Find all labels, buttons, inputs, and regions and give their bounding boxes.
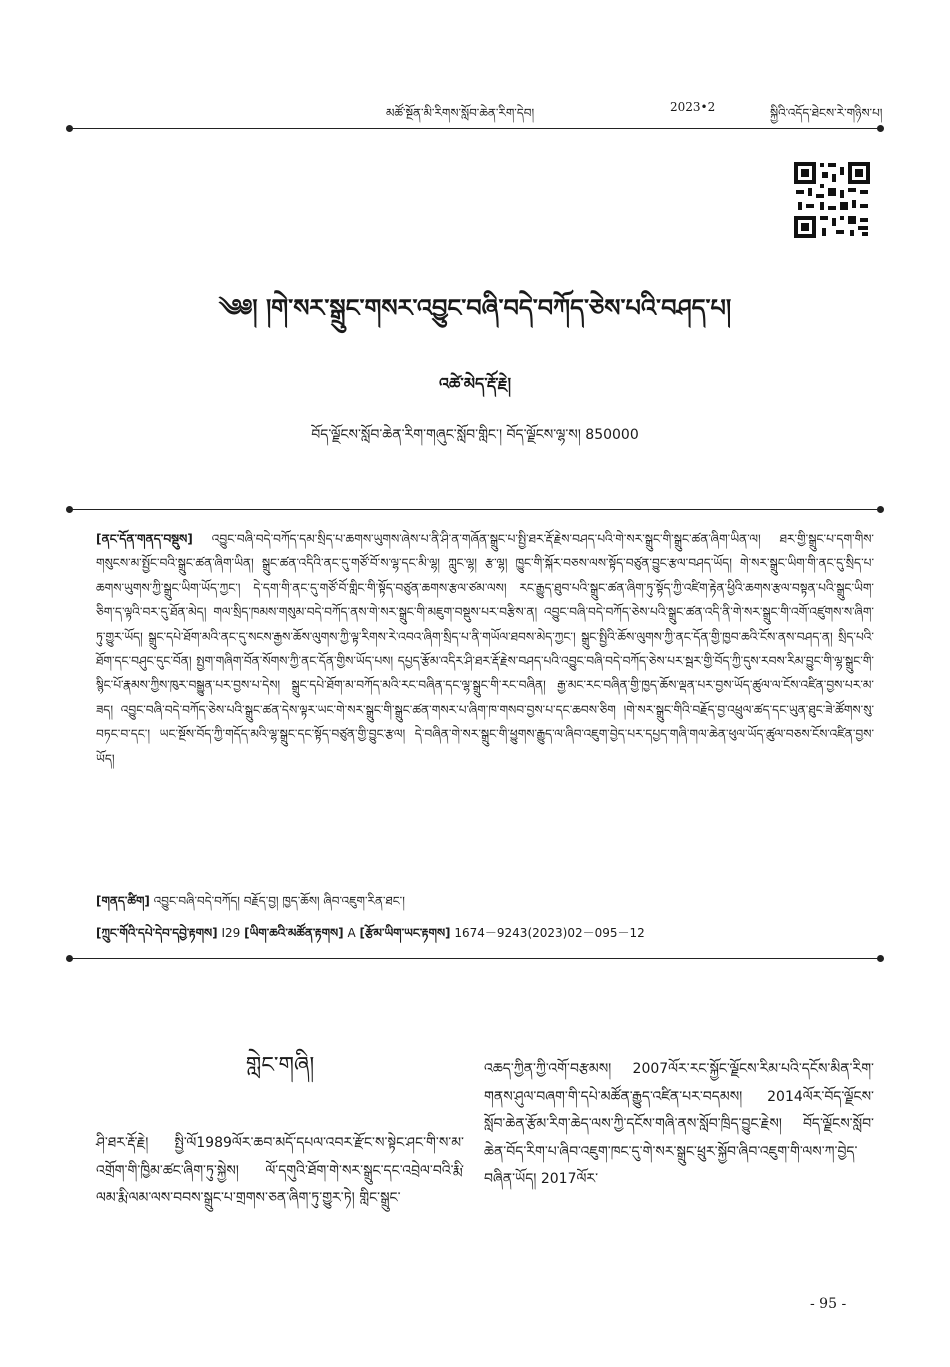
body-left-column: ཤི་ཐར་རྡོ་རྗེ། སྤྱི་ལོ1989ལོར་ཆབ་མདོ་དཔལ་འབར་རྫོང་ས་སྟེང་ཤང་གི་ས་མ་འགྲོག་གི་ཁྱིམ་ཚང་ཞིག་ཏུ་སྐྱེས། ལོ་དགུའི་ཐོག་གེ་སར་སྒྲུང་དང་འབྲེལ་བའི་རྨི་ལམ་རྨི་ལམ་ལས་བབས་སྒྲུང་པ་གྲགས་ཅན་ཞིག་ཏུ་གྱུར་ཏེ། གླིང་སྒྲུང་ <box>96 1135 464 1206</box>
body-right-column: འཆད་ཀྱིན་ཀྱི་འགོ་བརྩམས། 2007ལོར་རང་སྐྱོང་ལྗོངས་རིམ་པའི་དངོས་མིན་རིག་གནས་ཤུལ་བཞག་གི་དཔེ་མཚོན་རྒྱུད་འཛིན་པར་བདམས། 2014ལོར་བོད་ལྗོངས་སློབ་ཆེན་རྩོམ་རིག་ཆེད་ལས་ཀྱི་དངོས་གཞི་ནས་སློབ་ཁྲིད་བྱུང་རྗེས། བོད་ལྗོངས་སློབ་ཆེན་བོད་རིག་པ་ཞིབ་འཇུག་ཁང་དུ་གེ་སར་སྒྲུང་ཕྲུར་སྐྱོབ་ཞིབ་འཇུག་གི་ལས་ཀ་བྱེད་བཞིན་ཡོད། 2017ལོར་ <box>484 1061 874 1187</box>
article-id-value: 1674－9243(2023)02－095－12 <box>454 926 645 940</box>
author-affiliation: བོད་ལྗོངས་སློབ་ཆེན་རིག་གཞུང་སློབ་གླིང་། བོད་ལྗོངས་ལྷ་ས། 850000 <box>311 427 639 443</box>
running-header <box>66 94 886 120</box>
clc-label: [ཀྲུང་གོའི་དཔེ་དེབ་དབྱེ་རྟགས] <box>96 926 218 940</box>
qr-code-icon <box>792 160 872 240</box>
keywords-text: འབྱུང་བཞི་བདེ་བཀོད། བརྗོད་བྱ། ཁྱད་ཆོས། ཞིབ་འཇུག་རིན་ཐང་། <box>153 894 405 908</box>
doc-code-label: [ཡིག་ཆའི་མཚོན་རྟགས] <box>244 926 344 940</box>
header-section: སྐྱིའི་འདོད་ཐེངས་རེ་གཉིས་པ། <box>770 106 883 120</box>
classification-line <box>96 920 874 954</box>
issue-number: 2023•2 <box>670 100 716 114</box>
doc-code-value: A <box>347 926 356 940</box>
journal-name: མཚོ་སྔོན་མི་རིགས་སློབ་ཆེན་རིག་དེབ། <box>386 106 535 120</box>
keywords-label: [གནད་ཚིག] <box>96 894 150 908</box>
abstract-label: [ནང་དོན་གནད་བསྡུས] <box>96 532 193 546</box>
article-id-label: [རྩོམ་ཡིག་ཡང་རྟགས] <box>359 926 451 940</box>
header-rule <box>70 128 880 129</box>
keywords <box>96 888 874 922</box>
abstract <box>96 527 874 771</box>
article-title: ༄༅། །གེ་སར་སྒྲུང་གསར་འབྱུང་བཞི་བདེ་བཀོད་ཅེས་པའི་བཤད་པ། <box>218 294 732 322</box>
section-heading: གླེང་གཞི། <box>245 1053 315 1078</box>
page-number: - 95 - <box>810 1296 847 1312</box>
abstract-bottom-rule <box>70 958 880 959</box>
abstract-top-rule <box>70 509 880 510</box>
abstract-text: འབྱུང་བཞི་བདེ་བཀོད་དམ་སྲིད་པ་ཆགས་ཡུགས་ཞེས་པ་ནི་ཤི་ན་གཞོན་སྒྲུང་པ་སྤྱི་ཐར་རྡོ་རྗེས་བཤད་པའི་གེ་སར་སྒྲུང་གི་སྒྲུང་ཚན་ཞིག་ཡིན་ལ། ཐར་གྱི་སྒྲུང་པ་དག་གིས་གསུངས་མ་སྤྱོང་བའི་སྒྲུང་ཚན་ཞིག་ཡིན། སྒྲུང་ཚན་འདིའི་ནང་དུ་གཙོ་བོ་ས་ལྷ་དང་མི་ལྷ། ཀླུང་ལྷ། རྩ་ལྷ། ཁྱུང་གི་སྐོར་བཅས་ལས་སྟོད་བཙུན་བྱུང་རྩལ་བཤད་ཡོད། གེ་སར་སྒྲུང་ཡིག་གི་ནང་དུ་སྲིད་པ་ཆགས་ཡུགས་ཀྱི་སྒྲུང་ཡིག་ཡོད་ཀྱང་། དེ་དག་གི་ནང་དུ་གཙོ་བོ་གླིང་གི་སྟོད་བཙུན་ཆགས་རྩལ་ཙམ་ལས། རང་རྒྱུད་ཐུབ་པའི་སྒྲུང་ཚན་ཞིག་ཏུ་སྟོད་ཀྱི་འཛིག་རྟེན་ཕྱིའི་ཆགས་རྩལ་བསྟན་པའི་སྒྲུང་ཡིག་ཅིག་ད་ལྟའི་བར་དུ་ཐོན་མེད། གལ་སྲིད་ཁམས་གསུམ་བདེ་བཀོད་ནས་གེ་སར་སྒྲུང་གི་མཇུག་བསྡུས་པར་བརྩིས་ན། འབྱུང་བཞི་བདེ་བཀོད་ཅེས་པའི་སྒྲུང་ཚན་འདི་ནི་གེ་སར་སྒྲུང་གི་འགོ་འཛུགས་ས་ཞིག་ཏུ་གྱུར་ཡོད། སྒྲུང་དཔེ་ཐོག་མའི་ནང་དུ་སངས་རྒྱས་ཆོས་ལུགས་ཀྱི་ལྟ་རིགས་རེ་འབའ་ཞིག་སྲིད་པ་ནི་གཡོལ་ཐབས་མེད་ཀྱང་། སྒྲུང་སྤྱིའི་ཆོས་ལུགས་ཀྱི་ནང་དོན་གྱི་ཁྱབ་ཆའི་ངོས་ནས་བཤད་ན། སྲིད་པའི་ཐོག་དང་བཤུང་དུང་བོན། སྤྱག་གཞིག་བོན་སོགས་ཀྱི་ནང་དོན་གྱིས་ཡོད་པས། དཔྱད་རྩོམ་འདིར་ཤི་ཐར་རྡོ་རྗེས་བཤད་པའི་འབྱུང་བཞི་བདེ་བཀོད་ཅེས་པར་སྦར་གྱི་བོད་ཀྱི་དུས་རབས་རིམ་བྱུང་གི་ལྷ་སྒྲུང་གི་སྙིང་པོ་རྣམས་ཀྱིས་ཁུར་བསྒྱུན་པར་བྱས་པ་དེས། སྒྲུང་དཔེ་ཐོག་མ་བཀོད་མའི་རང་བཞིན་དང་ལྷ་སྒྲུང་གི་རང་བཞིན། རྒྱ་མང་རང་བཞིན་གྱི་ཁྱད་ཆོས་ལྡན་པར་བྱས་ཡོད་ཚུལ་ལ་ངོས་འཛིན་བྱས་པར་མ་ཟད། འབྱུང་བཞི་བདེ་བཀོད་ཅེས་པའི་སྒྲུང་ཚན་དེས་ལྟར་ཡང་གེ་སར་སྒྲུང་གི་སྒྲུང་ཚན་གསར་པ་ཞིག་ཁ་གསབ་བྱས་པ་དང་ཆབས་ཅིག །གེ་སར་སྒྲུང་གིའི་བརྗོད་བྱ་འཕྲུལ་ཚད་དང་ཡུན་ཐུང་ཟེ་ཚོགས་སུ་བཏང་བ་དང་། ཡང་སྔོས་བོད་ཀྱི་གདོད་མའི་ལྷ་སྒྲུང་དང་སྟོད་བཙུན་གྱི་བྱུང་རྩལ། དེ་བཞིན་གེ་སར་སྒྲུང་གི་ཕྱུགས་རྒྱུད་ལ་ཞིབ་འཇུག་བྱེད་པར་དཔྱད་གཞི་གལ་ཆེན་ཕུལ་ཡོད་ཚུལ་བཅས་ངོས་འཛིན་བྱས་ཡོད། <box>96 532 874 766</box>
clc-value: I29 <box>221 926 241 940</box>
author-name: འཚེ་མེད་རྡོ་རྗེ། <box>438 374 512 393</box>
